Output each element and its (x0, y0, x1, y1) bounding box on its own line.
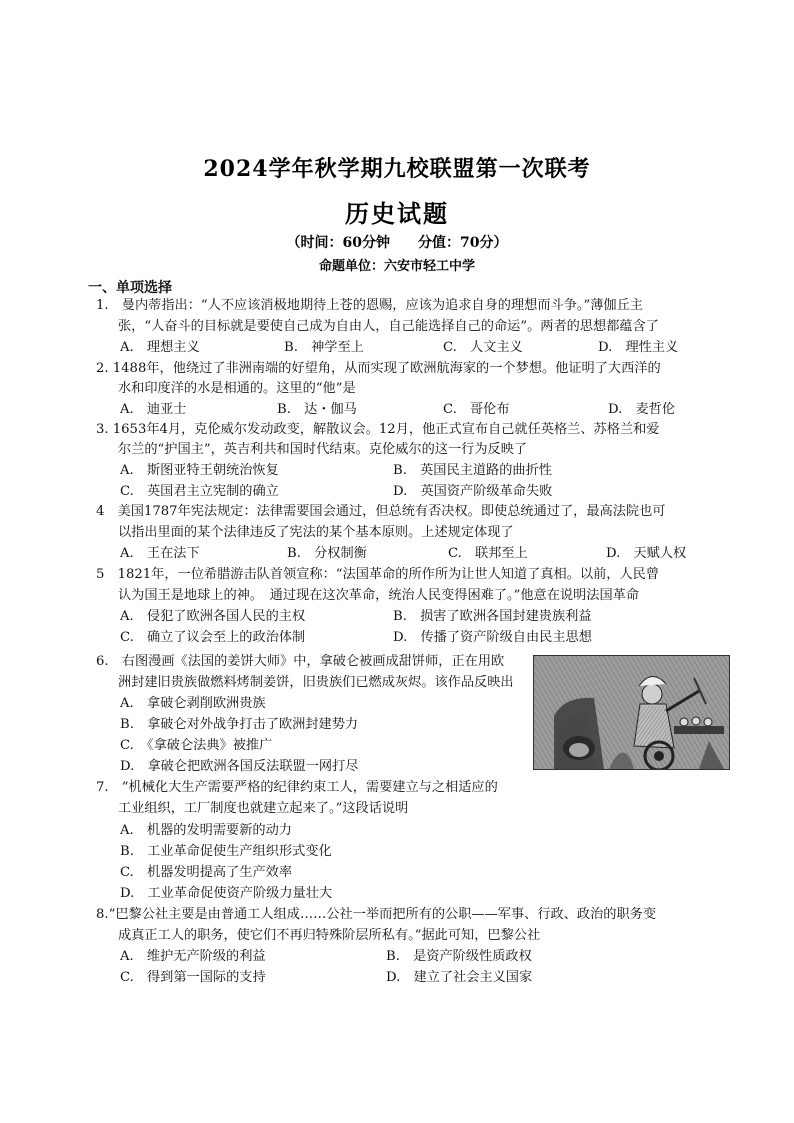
setter-info: 命题单位：六安市轻工中学 (318, 259, 475, 274)
question-1-option-d: D. 理性主义 (598, 340, 679, 355)
question-7-option-c: C. 机器发明提高了生产效率 (120, 865, 293, 880)
question-5-option-d: D. 传播了资产阶级自由民主思想 (393, 630, 592, 645)
gingerbread-baker-cartoon (533, 655, 730, 770)
question-4-option-c: C. 联邦至上 (448, 546, 528, 561)
question-2-option-c: C. 哥伦布 (443, 402, 510, 417)
question-7-line-1: 7. “机械化大生产需要严格的纪律约束工人，需要建立与之相适应的 (96, 780, 498, 795)
question-7-option-a: A. 机器的发明需要新的动力 (120, 823, 292, 838)
question-8-option-c: C. 得到第一国际的支持 (120, 970, 266, 985)
question-3-option-a: A. 斯图亚特王朝统治恢复 (120, 463, 279, 478)
question-3-line-2: 尔兰的“护国主”，英吉利共和国时代结束。克伦威尔的这一行为反映了 (118, 442, 528, 457)
question-1-line-2: 张，“人奋斗的目标就是要使自己成为自由人，自己能选择自己的命运”。两者的思想都蕴含了 (118, 319, 659, 334)
question-7-option-d: D. 工业革命促使资产阶级力量壮大 (120, 886, 333, 901)
question-4-option-b: B. 分权制衡 (287, 546, 367, 561)
question-8-line-1: 8.“巴黎公社主要是由普通工人组成……公社一举而把所有的公职——军事、行政、政治的职务变 (96, 907, 657, 922)
question-6-option-c: C. 《拿破仑法典》被推广 (120, 738, 273, 753)
question-4-line-1: 4 美国1787年宪法规定：法律需要国会通过，但总统有否决权。即使总统通过了，最高法院也可 (96, 504, 666, 519)
question-3-option-d: D. 英国资产阶级革命失败 (393, 484, 553, 499)
question-7-line-2: 工业组织，工厂制度也就建立起来了。”这段话说明 (118, 801, 409, 816)
question-8-option-b: B. 是资产阶级性质政权 (386, 949, 532, 964)
question-8-line-2: 成真正工人的职务，使它们不再归特殊阶层所私有。”据此可知，巴黎公社 (118, 928, 541, 943)
question-8-option-d: D. 建立了社会主义国家 (386, 970, 533, 985)
question-2-line-1: 2. 1488年，他绕过了非洲南端的好望角，从而实现了欧洲航海家的一个梦想。他证明了大西洋的 (96, 361, 661, 376)
subject-title: 历史试题 (345, 199, 449, 228)
question-3-line-1: 3. 1653年4月，克伦威尔发动政变，解散议会。12月，他正式宣布自己就任英格兰、苏格兰和爱 (96, 422, 660, 437)
question-1-line-1: 1. 曼内蒂指出：“人不应该消极地期待上苍的恩赐，应该为追求自身的理想而斗争。”薄伽丘主 (96, 298, 643, 313)
question-3-option-b: B. 英国民主道路的曲折性 (393, 463, 552, 478)
question-5-option-b: B. 损害了欧洲各国封建贵族利益 (393, 609, 592, 624)
question-6-line-1: 6. 右图漫画《法国的姜饼大师》中，拿破仑被画成甜饼师，正在用欧 (96, 654, 505, 669)
question-1-option-c: C. 人文主义 (443, 340, 523, 355)
question-6-option-d: D. 拿破仑把欧洲各国反法联盟一网打尽 (120, 759, 359, 774)
question-1-option-a: A. 理想主义 (120, 340, 200, 355)
question-6-option-b: B. 拿破仑对外战争打击了欧洲封建势力 (120, 717, 359, 732)
question-7-option-b: B. 工业革命促使生产组织形式变化 (120, 844, 332, 859)
question-2-option-b: B. 达・伽马 (277, 402, 357, 417)
section-title: 一、单项选择 (88, 280, 172, 296)
question-6-option-a: A. 拿破仑剥削欧洲贵族 (120, 696, 266, 711)
question-4-line-2: 以指出里面的某个法律违反了宪法的某个基本原则。上述规定体现了 (118, 525, 514, 540)
question-2-option-d: D. 麦哲伦 (608, 402, 676, 417)
question-5-option-c: C. 确立了议会至上的政治体制 (120, 630, 306, 645)
question-1-option-b: B. 神学至上 (284, 340, 364, 355)
time-score-info: （时间：60分钟 分值：70分） (286, 235, 508, 251)
question-2-line-2: 水和印度洋的水是相通的。这里的“他”是 (118, 381, 356, 396)
question-5-line-1: 5 1821年，一位希腊游击队首领宣称：“法国革命的所作所为让世人知道了真相。以前，人民曾 (96, 567, 660, 582)
question-5-line-2: 认为国王是地球上的神。 通过现在这次革命，统治人民变得困难了。”他意在说明法国革命 (118, 588, 640, 603)
question-6-line-2: 洲封建旧贵族做燃料烤制姜饼，旧贵族们已燃成灰烬。该作品反映出 (118, 675, 514, 690)
exam-title: 2024学年秋学期九校联盟第一次联考 (203, 156, 591, 182)
question-4-option-a: A. 王在法下 (120, 546, 200, 561)
question-5-option-a: A. 侵犯了欧洲各国人民的主权 (120, 609, 306, 624)
question-4-option-d: D. 天赋人权 (606, 546, 687, 561)
question-2-option-a: A. 迪亚士 (120, 402, 187, 417)
question-8-option-a: A. 维护无产阶级的利益 (120, 949, 266, 964)
question-3-option-c: C. 英国君主立宪制的确立 (120, 484, 279, 499)
